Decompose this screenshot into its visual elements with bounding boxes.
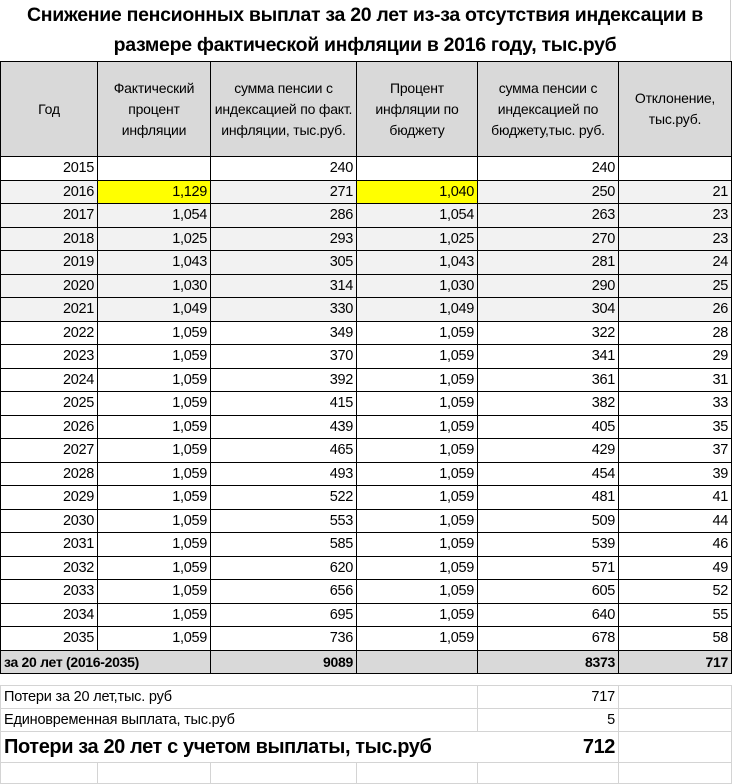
empty-cell[interactable] bbox=[357, 763, 478, 784]
cell-year[interactable]: 2027 bbox=[1, 439, 98, 463]
cell-fact-rate[interactable]: 1,025 bbox=[98, 227, 211, 251]
empty-cell[interactable] bbox=[98, 763, 211, 784]
pension-table bbox=[0, 61, 732, 674]
header-year[interactable]: Год bbox=[1, 62, 98, 157]
empty-row bbox=[1, 763, 732, 784]
cell-budget-sum[interactable]: 240 bbox=[478, 157, 619, 181]
summary-table bbox=[0, 685, 732, 784]
cell-fact-sum[interactable]: 656 bbox=[211, 580, 357, 604]
cell-deviation[interactable]: 52 bbox=[619, 580, 732, 604]
cell-budget-rate[interactable]: 1,059 bbox=[357, 321, 478, 345]
cell-deviation[interactable]: 37 bbox=[619, 439, 732, 463]
cell-budget-rate[interactable]: 1,043 bbox=[357, 251, 478, 275]
cell-fact-sum[interactable]: 493 bbox=[211, 462, 357, 486]
cell-fact-rate[interactable]: 1,030 bbox=[98, 274, 211, 298]
cell-budget-rate[interactable]: 1,059 bbox=[357, 415, 478, 439]
summary-empty-cell[interactable] bbox=[619, 709, 732, 732]
cell-budget-sum[interactable]: 322 bbox=[478, 321, 619, 345]
table-row bbox=[1, 603, 732, 627]
cell-fact-rate[interactable]: 1,059 bbox=[98, 439, 211, 463]
cell-budget-rate[interactable]: 1,054 bbox=[357, 204, 478, 228]
cell-fact-rate[interactable]: 1,059 bbox=[98, 486, 211, 510]
cell-budget-rate[interactable]: 1,059 bbox=[357, 486, 478, 510]
cell-year[interactable]: 2031 bbox=[1, 533, 98, 557]
cell-year[interactable]: 2016 bbox=[1, 180, 98, 204]
table-row bbox=[1, 227, 732, 251]
summary-empty-cell[interactable] bbox=[619, 732, 732, 763]
cell-year[interactable]: 2018 bbox=[1, 227, 98, 251]
cell-deviation[interactable]: 29 bbox=[619, 345, 732, 369]
cell-budget-sum[interactable]: 361 bbox=[478, 368, 619, 392]
table-row bbox=[1, 345, 732, 369]
cell-deviation[interactable]: 26 bbox=[619, 298, 732, 322]
table-row bbox=[1, 180, 732, 204]
cell-deviation[interactable] bbox=[619, 157, 732, 181]
table-title: Снижение пенсионных выплат за 20 лет из-за отсутствия индексации в размере фактической инфляции в 2016 году, тыс.руб bbox=[0, 0, 731, 61]
cell-budget-sum[interactable]: 263 bbox=[478, 204, 619, 228]
cell-year[interactable]: 2020 bbox=[1, 274, 98, 298]
cell-fact-sum[interactable]: 695 bbox=[211, 603, 357, 627]
cell-budget-rate[interactable]: 1,059 bbox=[357, 627, 478, 651]
table-row bbox=[1, 580, 732, 604]
cell-year[interactable]: 2034 bbox=[1, 603, 98, 627]
cell-budget-sum[interactable]: 250 bbox=[478, 180, 619, 204]
table-row bbox=[1, 415, 732, 439]
cell-fact-rate[interactable]: 1,059 bbox=[98, 509, 211, 533]
cell-deviation[interactable]: 23 bbox=[619, 204, 732, 228]
cell-fact-sum[interactable]: 392 bbox=[211, 368, 357, 392]
cell-fact-sum[interactable]: 585 bbox=[211, 533, 357, 557]
summary-value[interactable]: 5 bbox=[478, 709, 619, 732]
cell-fact-rate[interactable]: 1,059 bbox=[98, 368, 211, 392]
cell-year[interactable]: 2017 bbox=[1, 204, 98, 228]
cell-year[interactable]: 2025 bbox=[1, 392, 98, 416]
cell-fact-rate[interactable]: 1,059 bbox=[98, 392, 211, 416]
cell-fact-rate[interactable]: 1,059 bbox=[98, 415, 211, 439]
summary-empty-cell[interactable] bbox=[619, 686, 732, 709]
table-row bbox=[1, 204, 732, 228]
cell-fact-sum[interactable]: 293 bbox=[211, 227, 357, 251]
cell-fact-sum[interactable]: 240 bbox=[211, 157, 357, 181]
summary-value[interactable]: 717 bbox=[478, 686, 619, 709]
table-row bbox=[1, 462, 732, 486]
cell-deviation[interactable]: 41 bbox=[619, 486, 732, 510]
cell-budget-sum[interactable]: 571 bbox=[478, 556, 619, 580]
cell-fact-rate[interactable]: 1,043 bbox=[98, 251, 211, 275]
table-row bbox=[1, 439, 732, 463]
cell-year[interactable]: 2026 bbox=[1, 415, 98, 439]
cell-fact-rate[interactable]: 1,049 bbox=[98, 298, 211, 322]
cell-budget-sum[interactable]: 270 bbox=[478, 227, 619, 251]
cell-year[interactable]: 2024 bbox=[1, 368, 98, 392]
cell-budget-rate[interactable]: 1,049 bbox=[357, 298, 478, 322]
cell-deviation[interactable]: 24 bbox=[619, 251, 732, 275]
cell-budget-rate[interactable]: 1,059 bbox=[357, 556, 478, 580]
cell-deviation[interactable]: 44 bbox=[619, 509, 732, 533]
cell-deviation[interactable]: 46 bbox=[619, 533, 732, 557]
cell-fact-sum[interactable]: 415 bbox=[211, 392, 357, 416]
cell-budget-rate[interactable]: 1,059 bbox=[357, 439, 478, 463]
cell-budget-rate[interactable]: 1,030 bbox=[357, 274, 478, 298]
summary-label[interactable]: Потери за 20 лет,тыс. руб bbox=[1, 686, 357, 709]
cell-year[interactable]: 2022 bbox=[1, 321, 98, 345]
empty-cell[interactable] bbox=[478, 763, 619, 784]
cell-year[interactable]: 2032 bbox=[1, 556, 98, 580]
cell-budget-rate[interactable]: 1,059 bbox=[357, 509, 478, 533]
cell-budget-sum[interactable]: 382 bbox=[478, 392, 619, 416]
cell-budget-sum[interactable]: 281 bbox=[478, 251, 619, 275]
cell-budget-rate[interactable]: 1,059 bbox=[357, 533, 478, 557]
summary-empty-cell[interactable] bbox=[357, 709, 478, 732]
header-row bbox=[1, 62, 732, 157]
cell-year[interactable]: 2028 bbox=[1, 462, 98, 486]
cell-fact-sum[interactable]: 736 bbox=[211, 627, 357, 651]
total-row bbox=[1, 650, 732, 674]
cell-fact-sum[interactable]: 305 bbox=[211, 251, 357, 275]
cell-budget-sum[interactable]: 304 bbox=[478, 298, 619, 322]
cell-fact-rate[interactable]: 1,059 bbox=[98, 556, 211, 580]
header-budget-sum[interactable]: сумма пенсии с индексацией по бюджету,тыс. руб. bbox=[478, 62, 619, 157]
total-budget-sum[interactable]: 8373 bbox=[478, 650, 619, 674]
cell-fact-rate[interactable]: 1,129 bbox=[98, 180, 211, 204]
cell-fact-sum[interactable]: 330 bbox=[211, 298, 357, 322]
table-row bbox=[1, 321, 732, 345]
cell-fact-rate[interactable]: 1,059 bbox=[98, 533, 211, 557]
total-label[interactable]: за 20 лет (2016-2035) bbox=[1, 650, 211, 674]
cell-budget-sum[interactable]: 341 bbox=[478, 345, 619, 369]
cell-fact-sum[interactable]: 620 bbox=[211, 556, 357, 580]
cell-deviation[interactable]: 58 bbox=[619, 627, 732, 651]
cell-fact-rate[interactable] bbox=[98, 157, 211, 181]
cell-deviation[interactable]: 31 bbox=[619, 368, 732, 392]
header-deviation[interactable]: Отклонение, тыс.руб. bbox=[619, 62, 732, 157]
cell-deviation[interactable]: 33 bbox=[619, 392, 732, 416]
summary-row-net-losses bbox=[1, 732, 732, 763]
cell-year[interactable]: 2030 bbox=[1, 509, 98, 533]
table-row bbox=[1, 627, 732, 651]
summary-empty-cell[interactable] bbox=[357, 686, 478, 709]
cell-budget-rate[interactable]: 1,059 bbox=[357, 462, 478, 486]
table-row bbox=[1, 298, 732, 322]
cell-year[interactable]: 2021 bbox=[1, 298, 98, 322]
cell-budget-sum[interactable]: 539 bbox=[478, 533, 619, 557]
cell-deviation[interactable]: 39 bbox=[619, 462, 732, 486]
total-deviation[interactable]: 717 bbox=[619, 650, 732, 674]
cell-year[interactable]: 2029 bbox=[1, 486, 98, 510]
cell-fact-sum[interactable]: 349 bbox=[211, 321, 357, 345]
cell-deviation[interactable]: 55 bbox=[619, 603, 732, 627]
cell-budget-rate[interactable]: 1,059 bbox=[357, 345, 478, 369]
cell-fact-sum[interactable]: 553 bbox=[211, 509, 357, 533]
cell-year[interactable]: 2035 bbox=[1, 627, 98, 651]
summary-row-losses bbox=[1, 686, 732, 709]
cell-budget-sum[interactable]: 405 bbox=[478, 415, 619, 439]
cell-deviation[interactable]: 25 bbox=[619, 274, 732, 298]
empty-cell[interactable] bbox=[1, 763, 98, 784]
cell-deviation[interactable]: 49 bbox=[619, 556, 732, 580]
table-row bbox=[1, 251, 732, 275]
table-row bbox=[1, 509, 732, 533]
cell-deviation[interactable]: 28 bbox=[619, 321, 732, 345]
table-row bbox=[1, 533, 732, 557]
cell-year[interactable]: 2023 bbox=[1, 345, 98, 369]
cell-fact-rate[interactable]: 1,059 bbox=[98, 462, 211, 486]
cell-deviation[interactable]: 23 bbox=[619, 227, 732, 251]
cell-budget-rate[interactable]: 1,059 bbox=[357, 392, 478, 416]
cell-fact-sum[interactable]: 286 bbox=[211, 204, 357, 228]
cell-budget-sum[interactable]: 509 bbox=[478, 509, 619, 533]
empty-cell[interactable] bbox=[211, 763, 357, 784]
cell-budget-sum[interactable]: 290 bbox=[478, 274, 619, 298]
cell-year[interactable]: 2033 bbox=[1, 580, 98, 604]
cell-budget-rate[interactable] bbox=[357, 157, 478, 181]
table-row bbox=[1, 368, 732, 392]
summary-label[interactable]: Единовременная выплата, тыс.руб bbox=[1, 709, 357, 732]
cell-fact-rate[interactable]: 1,059 bbox=[98, 580, 211, 604]
cell-budget-sum[interactable]: 481 bbox=[478, 486, 619, 510]
table-row bbox=[1, 274, 732, 298]
cell-budget-rate[interactable]: 1,040 bbox=[357, 180, 478, 204]
cell-fact-rate[interactable]: 1,054 bbox=[98, 204, 211, 228]
cell-fact-sum[interactable]: 370 bbox=[211, 345, 357, 369]
cell-fact-sum[interactable]: 465 bbox=[211, 439, 357, 463]
header-budget-rate[interactable]: Процент инфляции по бюджету bbox=[357, 62, 478, 157]
cell-fact-rate[interactable]: 1,059 bbox=[98, 603, 211, 627]
cell-budget-sum[interactable]: 605 bbox=[478, 580, 619, 604]
cell-fact-sum[interactable]: 439 bbox=[211, 415, 357, 439]
cell-deviation[interactable]: 35 bbox=[619, 415, 732, 439]
table-row bbox=[1, 392, 732, 416]
cell-budget-sum[interactable]: 640 bbox=[478, 603, 619, 627]
table-row bbox=[1, 157, 732, 181]
cell-fact-rate[interactable]: 1,059 bbox=[98, 345, 211, 369]
cell-fact-sum[interactable]: 314 bbox=[211, 274, 357, 298]
cell-fact-rate[interactable]: 1,059 bbox=[98, 321, 211, 345]
summary-value[interactable]: 712 bbox=[478, 732, 619, 763]
cell-budget-sum[interactable]: 678 bbox=[478, 627, 619, 651]
cell-year[interactable]: 2019 bbox=[1, 251, 98, 275]
cell-budget-rate[interactable]: 1,059 bbox=[357, 368, 478, 392]
header-fact-rate[interactable]: Фактический процент инфляции bbox=[98, 62, 211, 157]
cell-fact-rate[interactable]: 1,059 bbox=[98, 627, 211, 651]
empty-cell[interactable] bbox=[619, 763, 732, 784]
total-budget-rate[interactable] bbox=[357, 650, 478, 674]
header-fact-sum[interactable]: сумма пенсии с индексацией по факт. инфляции, тыс.руб. bbox=[211, 62, 357, 157]
total-fact-sum[interactable]: 9089 bbox=[211, 650, 357, 674]
summary-row-payment bbox=[1, 709, 732, 732]
cell-deviation[interactable]: 21 bbox=[619, 180, 732, 204]
cell-budget-rate[interactable]: 1,059 bbox=[357, 603, 478, 627]
cell-budget-sum[interactable]: 429 bbox=[478, 439, 619, 463]
cell-fact-sum[interactable]: 271 bbox=[211, 180, 357, 204]
cell-budget-rate[interactable]: 1,059 bbox=[357, 580, 478, 604]
cell-fact-sum[interactable]: 522 bbox=[211, 486, 357, 510]
summary-label[interactable]: Потери за 20 лет с учетом выплаты, тыс.руб bbox=[1, 732, 478, 763]
cell-budget-rate[interactable]: 1,025 bbox=[357, 227, 478, 251]
cell-budget-sum[interactable]: 454 bbox=[478, 462, 619, 486]
table-row bbox=[1, 486, 732, 510]
table-row bbox=[1, 556, 732, 580]
cell-year[interactable]: 2015 bbox=[1, 157, 98, 181]
